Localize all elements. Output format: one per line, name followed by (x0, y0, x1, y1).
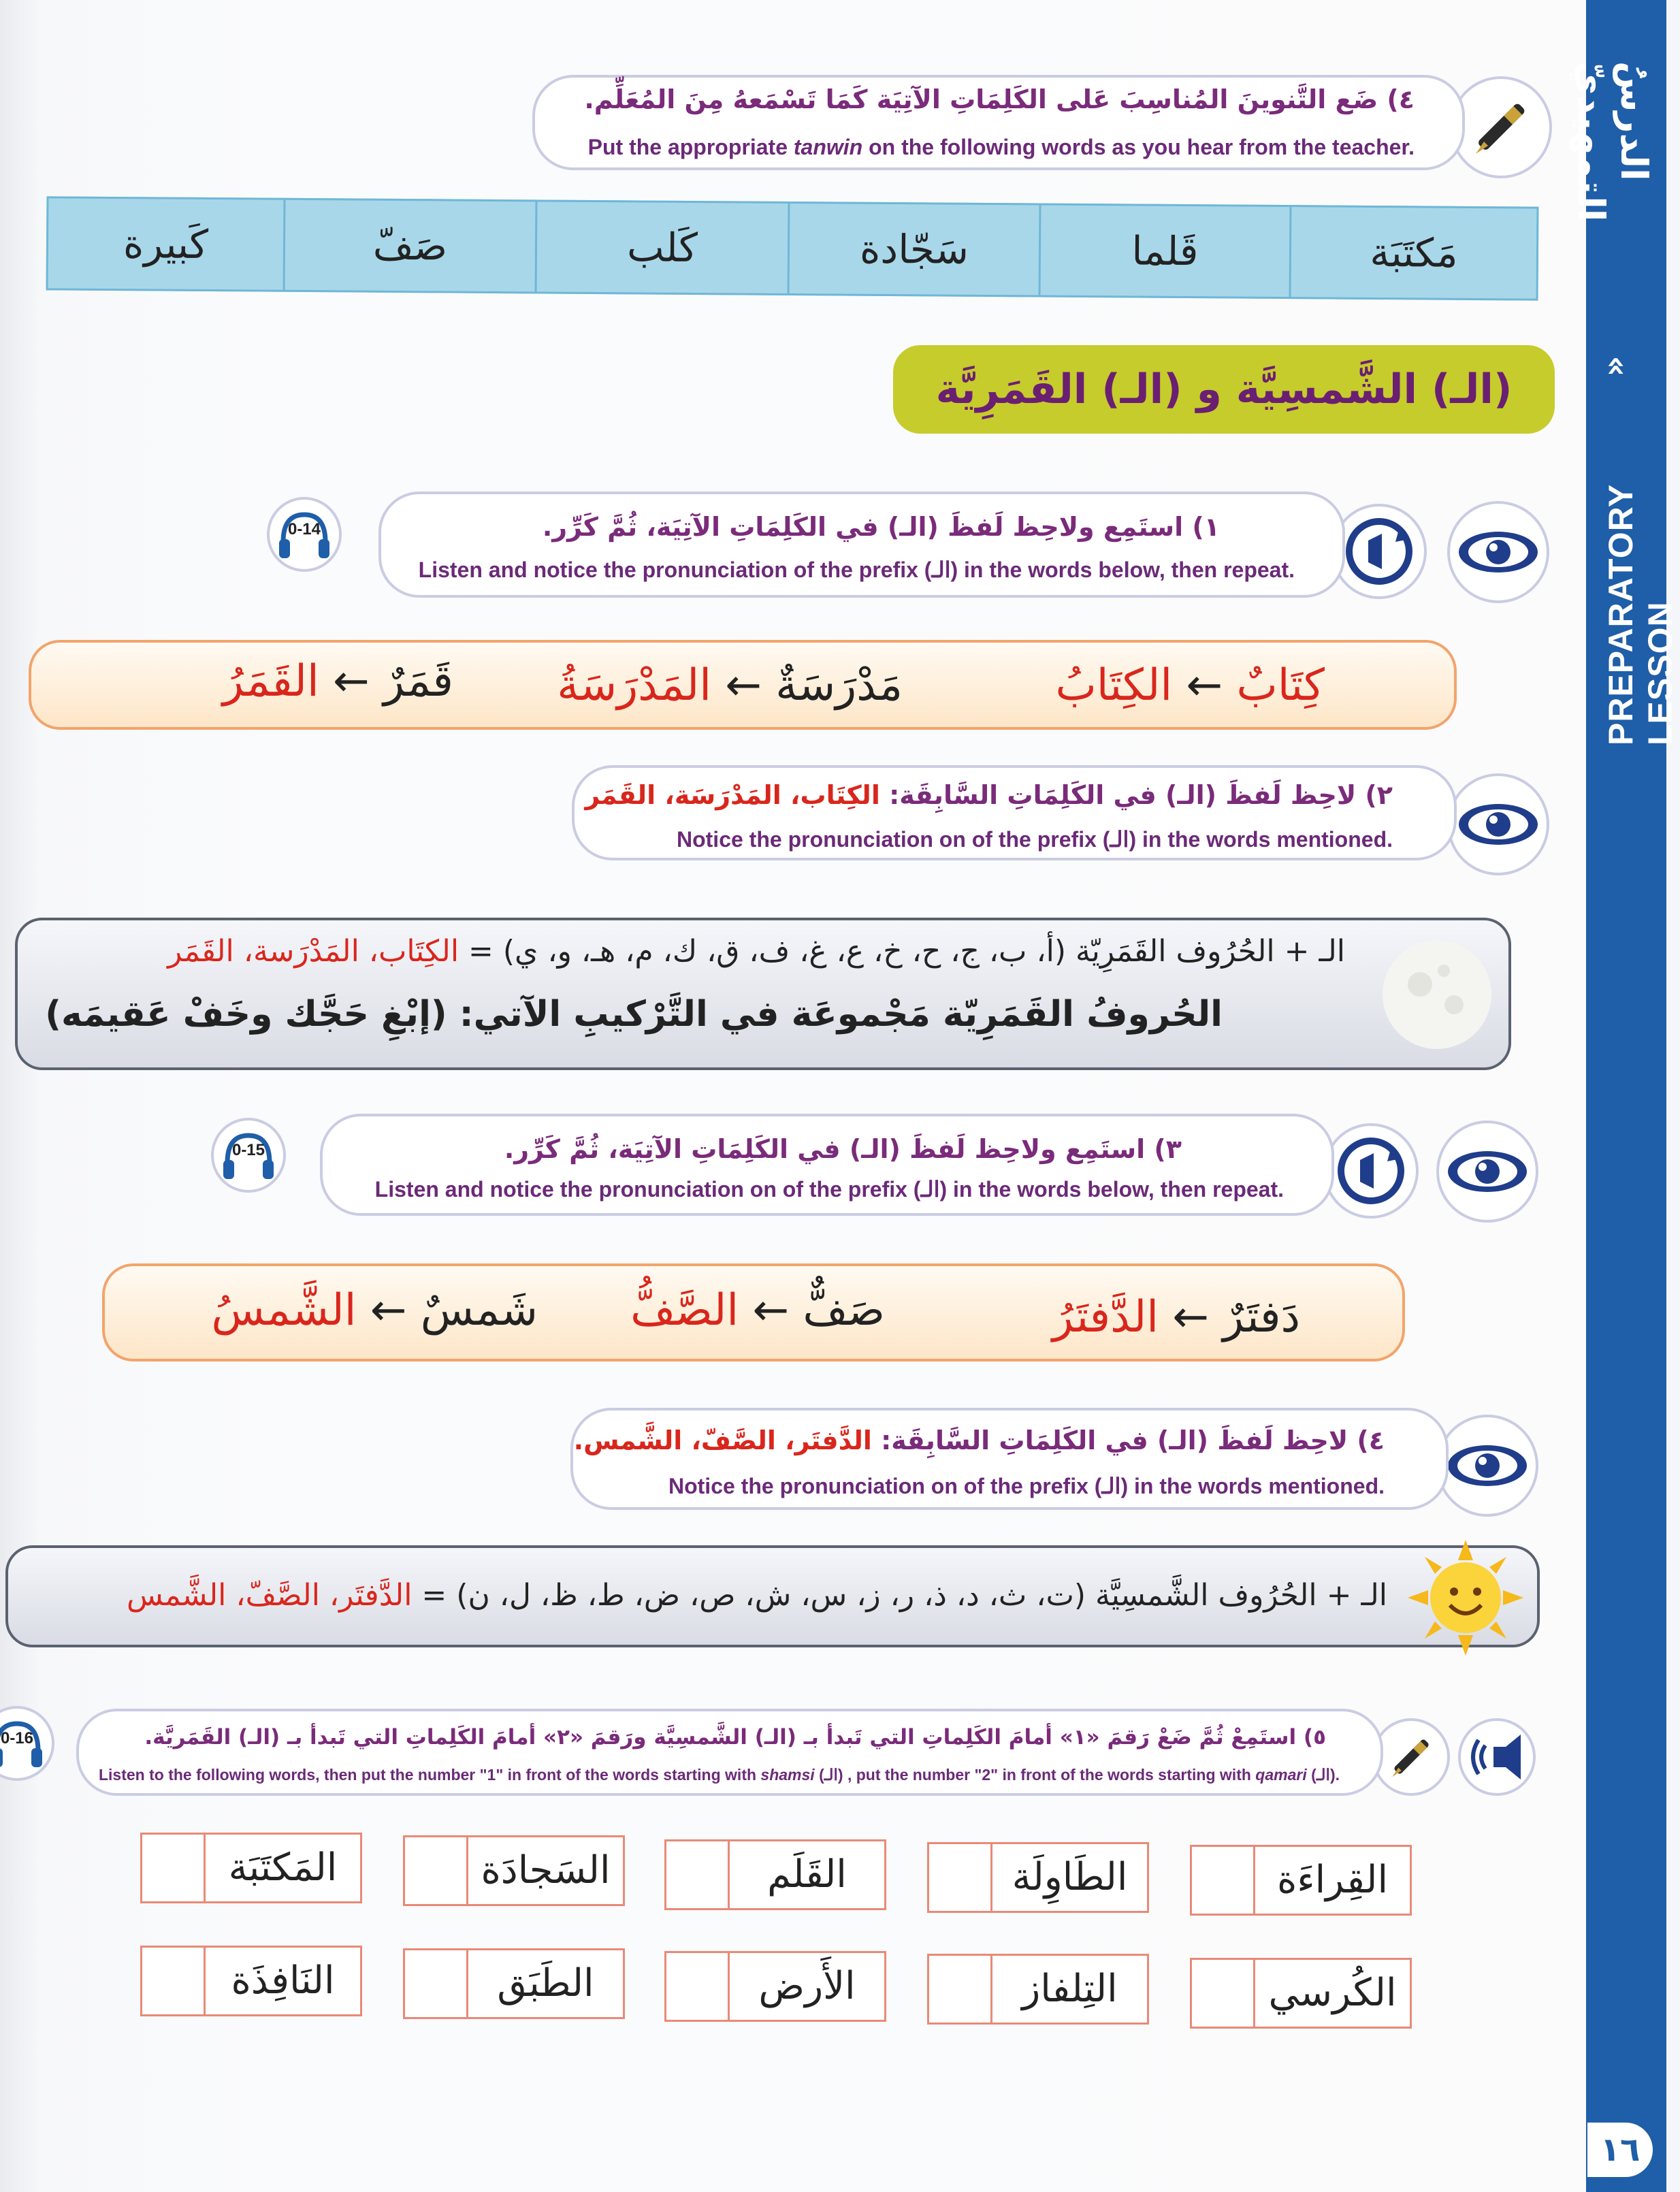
exercise3-english: Listen and notice the pronunciation on of the prefix (الـ) in the words below, then repeat. (374, 1177, 1284, 1202)
word-pair: كِتَابٌ ← الكِتَابُ (1055, 660, 1325, 711)
table-cell[interactable]: مَكتَبَة (1289, 207, 1537, 299)
exercise4-notice-arabic: ٤) لاحِظ لَفظَ (الـ) في الكَلِمَاتِ السَّابِقَة: الدَّفتَر، الصَّفّ، الشَّمس. (573, 1425, 1385, 1455)
chevron-icon: « (1598, 355, 1636, 377)
exercise4-arabic: ٤) ضَع التَّنوينَ المُناسِبَ عَلى الكَلِمَاتِ الآتِيَة كَمَا تَسْمَعهُ مِنَ المُعَلِّم. (584, 84, 1415, 114)
answer-word: النَافِذَة (204, 1948, 360, 2014)
answer-box[interactable] (927, 1954, 1149, 2025)
answer-box[interactable] (664, 1839, 886, 1910)
exercise2-arabic: ٢) لاحِظ لَفظَ (الـ) في الكَلِمَاتِ السَّابِقَة: الكِتَاب، المَدْرَسَة، القَمَر (585, 780, 1393, 810)
speaker-icon-circle[interactable] (1458, 1718, 1536, 1796)
answer-word: المَكتَبَة (204, 1835, 360, 1901)
pen-icon (1375, 1721, 1447, 1793)
audio-track-0-15[interactable]: 0-15 (211, 1118, 286, 1193)
exercise2-english: Notice the pronunciation on of the prefix (الـ) in the words mentioned. (676, 827, 1393, 852)
answer-word: الطَاوِلَة (990, 1844, 1147, 1911)
exercise4-english: Put the appropriate tanwin on the following words as you hear from the teacher. (587, 135, 1415, 159)
moon-icon (1379, 937, 1495, 1052)
answer-word: السَجادَة (466, 1837, 623, 1904)
exercise5-instruction (76, 1709, 1383, 1796)
pen-icon (1453, 79, 1549, 176)
exercise3-arabic: ٣) استَمِع ولاحِظ لَفظَ (الـ) في الكَلِمَاتِ الآتِيَة، ثُمَّ كَرِّر. (504, 1134, 1182, 1164)
pen-icon-circle (1372, 1718, 1450, 1796)
repeat-audio-circle[interactable] (1331, 504, 1427, 599)
word-pair: مَدْرَسَةٌ ← المَدْرَسَةُ (557, 660, 903, 711)
page-number: ١٦ (1587, 2123, 1653, 2177)
moon-rule-line2: الحُروفُ القَمَرِيّة مَجْموعَة في التَّرْكيبِ الآتي: (إبْغِ حَجَّك وخَفْ عَقيمَه) (45, 994, 1223, 1035)
table-cell[interactable]: قَلما (1039, 206, 1290, 297)
word-pair: صَفٌّ ← الصَّفُّ (630, 1285, 885, 1336)
answer-box[interactable] (403, 1948, 625, 2019)
eye-icon (1439, 1123, 1536, 1220)
eye-icon (1450, 504, 1547, 600)
sun-icon (1408, 1540, 1523, 1656)
word-pair: شَمسٌ ← الشَّمسُ (211, 1285, 538, 1336)
moon-rule-line1: الـ + الحُرُوف القَمَرِيّة (أ، ب، ج، ح، خ، ع، غ، ف، ق، ك، م، هـ، و، ي) = الكِتَاب، المَدْرَسة، القَمَر (167, 934, 1345, 969)
table-cell[interactable]: صَفّ (283, 200, 536, 292)
word-pair: دَفتَرٌ ← الدَّفتَرُ (1052, 1292, 1300, 1342)
repeat-audio-circle[interactable] (1323, 1123, 1419, 1219)
pen-icon-circle (1450, 76, 1552, 178)
answer-word: القِراءَة (1253, 1847, 1410, 1914)
exercise3-instruction (320, 1114, 1334, 1216)
answer-box[interactable] (927, 1842, 1149, 1913)
exercise4-notice-english: Notice the pronunciation on of the prefix (الـ) in the words mentioned. (668, 1474, 1385, 1498)
exercise5-english: Listen to the following words, then put the number "1" in front of the words starting with shamsi (الـ) , put the number "2" in front of the words starting with qamari (الـ). (98, 1766, 1340, 1784)
exercise5-arabic: ٥) استَمِعْ ثُمَّ ضَعْ رَقمَ «١» أمامَ الكَلِماتِ التي تَبدأ بـ (الـ) الشَّمسِيَّة ورَقمَ «٢» أمامَ الكَلِماتِ التي تَبدأ بـ (الـ) القَمَريَّة. (144, 1725, 1326, 1750)
table-cell[interactable]: سَجّادة (788, 204, 1039, 295)
word-pair: قَمَرٌ ← القَمَرُ (222, 656, 453, 707)
answer-word: الأَرض (728, 1953, 884, 2020)
eye-icon (1450, 776, 1547, 873)
answer-word: القَلَم (728, 1841, 884, 1908)
repeat-audio-icon (1334, 506, 1424, 596)
sun-rule-line: الـ + الحُرُوف الشَّمسِيَّة (ت، ث، د، ذ، ر، ز، س، ش، ص، ض، ط، ظ، ل، ن) = الدَّفتَر، الصَّفّ، الشَّمس (126, 1578, 1387, 1613)
section-heading-text: (الـ) الشَّمسِيَّة و (الـ) القَمَرِيَّة (935, 366, 1513, 413)
audio-track-0-14[interactable]: 0-14 (267, 497, 342, 572)
exercise1-arabic: ١) استَمِع ولاحِظ لَفظَ (الـ) في الكَلِمَاتِ الآتِيَة، ثُمَّ كَرِّر. (542, 512, 1220, 542)
lesson-title-english: PREPARATORY LESSON (1602, 484, 1679, 745)
exercise1-word-band (29, 640, 1457, 730)
answer-box[interactable] (140, 1946, 362, 2016)
audio-track-0-16[interactable]: 0-16 (0, 1706, 54, 1781)
sun-letters-rule (5, 1545, 1540, 1647)
exercise3-word-band (102, 1263, 1405, 1361)
exercise4-notice (570, 1408, 1449, 1510)
repeat-audio-icon (1326, 1126, 1416, 1216)
table-cell[interactable]: كَبيرة (123, 221, 209, 268)
section-heading (893, 345, 1555, 434)
answer-word: التِلفاز (990, 1956, 1147, 2022)
exercise1-english: Listen and notice the pronunciation of the prefix (الـ) in the words below, then repeat. (418, 558, 1295, 582)
eye-icon (1439, 1417, 1536, 1514)
answer-box[interactable] (664, 1951, 886, 2022)
exercise1-instruction (378, 491, 1345, 598)
exercise2-instruction (572, 765, 1457, 860)
answer-box[interactable] (1190, 1958, 1412, 2029)
answer-box[interactable] (403, 1835, 625, 1906)
eye-icon-circle (1436, 1121, 1538, 1223)
answer-word: الكُرسي (1253, 1960, 1410, 2027)
lesson-title-arabic: الدرسُ التمهيديّ (1570, 61, 1655, 222)
eye-icon-circle (1447, 773, 1549, 875)
eye-icon-circle (1436, 1415, 1538, 1517)
answer-box[interactable] (1190, 1845, 1412, 1916)
moon-letters-rule (15, 918, 1511, 1070)
table-cell[interactable]: كَلب (535, 202, 788, 293)
speaker-icon (1461, 1721, 1533, 1793)
answer-box[interactable] (140, 1833, 362, 1903)
answer-word: الطَبَق (466, 1950, 623, 2017)
eye-icon-circle (1447, 501, 1549, 603)
exercise4-instruction (532, 75, 1465, 170)
tanwin-word-table (46, 196, 1539, 300)
